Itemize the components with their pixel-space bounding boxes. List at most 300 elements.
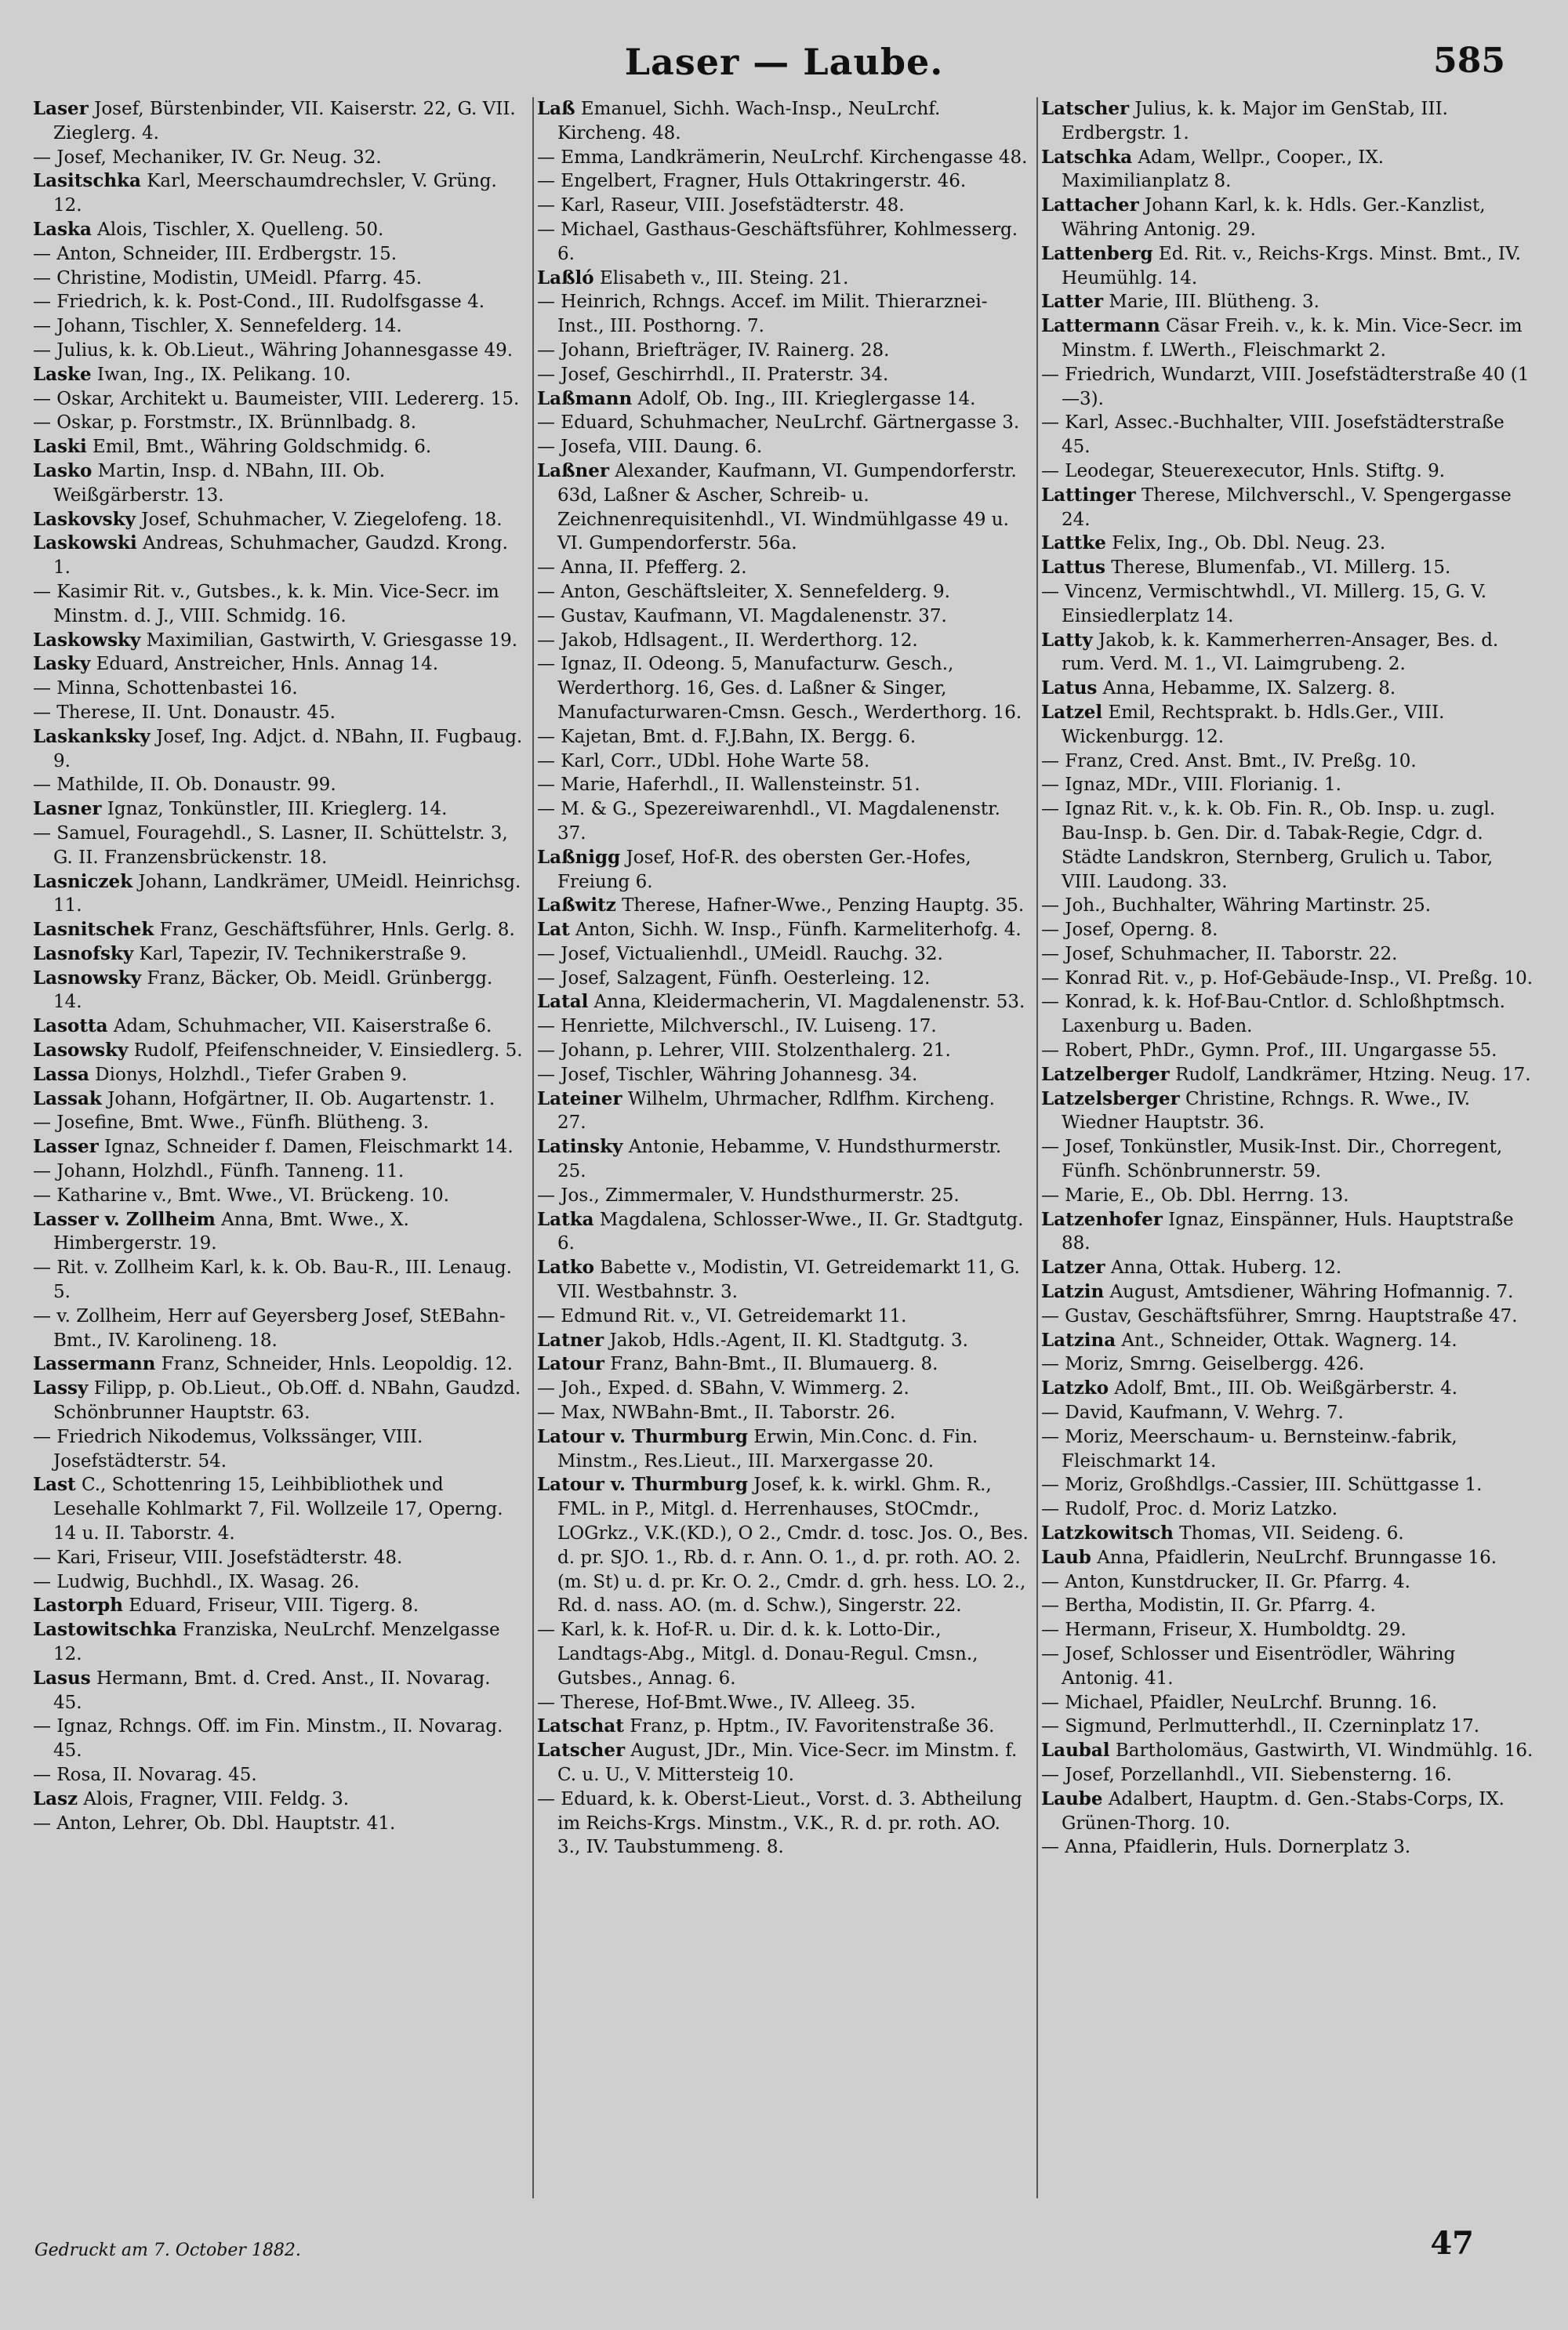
entry-details: — Leodegar, Steuerexecutor, Hnls. Stiftg. 9. (1041, 460, 1446, 481)
entry-details: — Eduard, Schuhmacher, NeuLrchf. Gärtnergasse 3. (537, 412, 1020, 434)
directory-entry (33, 411, 524, 435)
directory-entry (1041, 1280, 1534, 1305)
directory-entry (537, 1473, 1029, 1618)
entry-details: Babette v., Modistin, VI. Getreidemarkt 11, G. VII. Westbahnstr. 3. (557, 1258, 1020, 1303)
entry-details: Cäsar Freih. v., k. k. Min. Vice-Secr. im Minstm. f. LWerth., Fleischmarkt 2. (1062, 316, 1523, 361)
directory-entry (537, 1305, 1029, 1329)
directory-entry (1041, 1473, 1534, 1497)
entry-surname: Laskovsky (33, 508, 136, 530)
directory-entry (33, 1063, 524, 1087)
entry-surname: Laskowsky (33, 629, 141, 651)
entry-details: — Julius, k. k. Ob.Lieut., Währing Johannesgasse 49. (33, 339, 514, 361)
directory-entry (1041, 701, 1534, 749)
entry-surname: Lattenberg (1041, 242, 1153, 264)
entry-details: — Johann, Tischler, X. Sennefelderg. 14. (33, 316, 402, 337)
entry-details: August, JDr., Min. Vice-Secr. im Minstm. f. C. u. U., V. Mittersteig 10. (557, 1740, 1018, 1785)
directory-entry (1041, 629, 1534, 677)
entry-details: — Joh., Exped. d. SBahn, V. Wimmerg. 2. (537, 1378, 909, 1399)
directory-entry (1041, 1305, 1534, 1329)
directory-entry (33, 580, 524, 629)
directory-entry (33, 652, 524, 677)
entry-surname: Lasnitschek (33, 919, 154, 941)
entry-surname: Laska (33, 218, 92, 240)
directory-entry (1041, 1594, 1534, 1618)
entry-details: Wilhelm, Uhrmacher, Rdlfhm. Kircheng. 27. (557, 1088, 995, 1134)
directory-entry (33, 1812, 524, 1836)
entry-details: — Josef, Tonkünstler, Musik-Inst. Dir., Chorregent, Fünfh. Schönbrunnerstr. 59. (1041, 1137, 1503, 1182)
directory-entry (537, 290, 1029, 339)
directory-entry (1041, 242, 1534, 291)
directory-entry (537, 1715, 1029, 1739)
entry-details: Anna, Hebamme, IX. Salzerg. 8. (1097, 678, 1396, 699)
directory-entry (1041, 532, 1534, 556)
entry-surname: Laub (1041, 1546, 1091, 1568)
entry-details: — Josefa, VIII. Daung. 6. (537, 437, 763, 458)
directory-entry (33, 1787, 524, 1812)
directory-entry (537, 146, 1029, 170)
entry-details: — Anna, Pfaidlerin, Huls. Dornerplatz 3. (1041, 1837, 1411, 1858)
entry-surname: Lassermann (33, 1353, 156, 1375)
entry-details: — Henriette, Milchverschl., IV. Luiseng. 17. (537, 1016, 937, 1037)
entry-details: Anton, Sichh. W. Insp., Fünfh. Karmeliterhofg. 4. (569, 920, 1022, 941)
entry-details: — Bertha, Modistin, II. Gr. Pfarrg. 4. (1041, 1595, 1376, 1617)
directory-entry (1041, 990, 1534, 1039)
directory-entry (537, 773, 1029, 797)
entry-surname: Lattke (1041, 532, 1106, 554)
directory-entry (537, 1401, 1029, 1425)
directory-entry (1041, 1063, 1534, 1087)
entry-details: Ant., Schneider, Ottak. Wagnerg. 14. (1116, 1330, 1457, 1351)
entry-surname: Lasnowsky (33, 967, 142, 989)
entry-surname: Latzelsberger (1041, 1087, 1180, 1109)
entry-details: Adolf, Ob. Ing., III. Krieglergasse 14. (632, 388, 976, 409)
directory-entry (1041, 1618, 1534, 1642)
entry-details: — Konrad Rit. v., p. Hof-Gebäude-Insp., VI. Preßg. 10. (1041, 967, 1534, 989)
directory-entry (33, 725, 524, 774)
entry-details: Franz, Bahn-Bmt., II. Blumauerg. 8. (604, 1354, 938, 1375)
directory-entry (33, 1618, 524, 1667)
directory-entry (33, 267, 524, 291)
entry-details: — Moriz, Großhdlgs.-Cassier, III. Schüttgasse 1. (1041, 1475, 1483, 1496)
directory-entry (537, 1739, 1029, 1787)
entry-details: Adam, Wellpr., Cooper., IX. Maximilianplatz 8. (1062, 147, 1385, 192)
entry-details: Erwin, Min.Conc. d. Fin. Minstm., Res.Lieut., III. Marxergasse 20. (557, 1426, 978, 1472)
directory-entry (537, 749, 1029, 774)
entry-details: Josef, k. k. wirkl. Ghm. R., FML. in P., Mitgl. d. Herrenhauses, StOCmdr., LOGrkz., V.K.(KD.), O 2., Cmdr. d. tosc. Jos. O., Bes. d. pr. SJO. 1., Rb. d. r. Ann. O. 1., d. pr. roth. AO. 2. (m. St) u. d. pr. Kr. O. 2., Cmdr. d. grh. hess. LO. 2., Rd. d. nass. AO. (m. d. Schw.), Singerstr. 22. (557, 1475, 1029, 1617)
entry-details: — Gustav, Geschäftsführer, Smrng. Hauptstraße 47. (1041, 1305, 1518, 1327)
entry-surname: Latzina (1041, 1329, 1116, 1351)
directory-entry (1041, 749, 1534, 774)
entry-surname: Lassy (33, 1377, 89, 1399)
entry-details: Therese, Hafner-Wwe., Penzing Hauptg. 35. (615, 895, 1025, 916)
entry-surname: Latscher (537, 1740, 626, 1762)
directory-entry (33, 1039, 524, 1063)
entry-details: Jakob, k. k. Kammerherren-Ansager, Bes. d. rum. Verd. M. 1., VI. Laimgrubeng. 2. (1062, 630, 1499, 675)
directory-entry (1041, 1425, 1534, 1474)
directory-entry (33, 1208, 524, 1257)
directory-entry (33, 1352, 524, 1377)
entry-details: Elisabeth v., III. Steing. 21. (593, 267, 849, 289)
directory-entry (33, 1377, 524, 1425)
directory-entry (1041, 556, 1534, 580)
directory-entry (537, 556, 1029, 580)
directory-entry (537, 435, 1029, 459)
directory-entry (1041, 290, 1534, 314)
entry-surname: Laßló (537, 267, 594, 289)
entry-details: — Friedrich, Wundarzt, VIII. Josefstädterstraße 40 (1—3). (1041, 364, 1530, 409)
entry-details: Hermann, Bmt. d. Cred. Anst., II. Novarag. 45. (53, 1668, 491, 1713)
entry-surname: Lasowsky (33, 1040, 129, 1062)
directory-entry (1041, 1352, 1534, 1377)
entry-details: Ed. Rit. v., Reichs-Krgs. Minst. Bmt., IV. Heumühlg. 14. (1062, 243, 1521, 289)
entry-surname: Latour (537, 1353, 604, 1375)
directory-entry (33, 1570, 524, 1595)
entry-surname: Lastorph (33, 1595, 123, 1617)
entry-details: Thomas, VII. Seideng. 6. (1173, 1523, 1404, 1544)
entry-surname: Latner (537, 1329, 604, 1351)
entry-surname: Last (33, 1474, 76, 1496)
entry-details: — Ignaz Rit. v., k. k. Ob. Fin. R., Ob. Insp. u. zugl. Bau-Insp. b. Gen. Dir. d. Tabak-Regie, Cdgr. d. Städte Landskron, Sternberg, Grulich u. Tabor, VIII. Laudong. 33. (1041, 799, 1496, 892)
entry-details: Franz, Schneider, Hnls. Leopoldig. 12. (155, 1354, 513, 1375)
directory-entry (33, 508, 524, 532)
directory-entry (537, 459, 1029, 556)
directory-entry (33, 701, 524, 725)
entry-details: — Emma, Landkrämerin, NeuLrchf. Kirchengasse 48. (537, 147, 1028, 168)
directory-entry (33, 314, 524, 339)
entry-details: — Oskar, p. Forstmstr., IX. Brünnlbadg. 8. (33, 412, 417, 434)
entry-details: Antonie, Hebamme, V. Hundsthurmerstr. 25. (557, 1137, 1002, 1182)
directory-entry (33, 363, 524, 387)
directory-entry (33, 1184, 524, 1208)
entry-details: Anna, Ottak. Huberg. 12. (1105, 1258, 1342, 1279)
entry-details: — Oskar, Architekt u. Baumeister, VIII. Ledererg. 15. (33, 388, 520, 409)
entry-surname: Latscher (1041, 98, 1130, 119)
entry-surname: Laske (33, 363, 92, 385)
entry-details: Felix, Ing., Ob. Dbl. Neug. 23. (1105, 533, 1386, 554)
directory-entry (33, 218, 524, 242)
entry-details: C., Schottenring 15, Leihbibliothek und Lesehalle Kohlmarkt 7, Fil. Wollzeile 17, Operng. 14 u. II. Taborstr. 4. (53, 1475, 503, 1544)
entry-details: Rudolf, Pfeifenschneider, V. Einsiedlerg. 5. (128, 1040, 523, 1062)
entry-surname: Latus (1041, 677, 1098, 699)
entry-details: Anna, Kleidermacherin, VI. Magdalenenstr. 53. (588, 992, 1025, 1013)
entry-details: — Joh., Buchhalter, Währing Martinstr. 25. (1041, 895, 1432, 916)
directory-entry (537, 894, 1029, 918)
entry-details: Dionys, Holzhdl., Tiefer Graben 9. (89, 1064, 408, 1085)
entry-surname: Latschat (537, 1715, 624, 1737)
entry-details: Adalbert, Hauptm. d. Gen.-Stabs-Corps, IX. Grünen-Thorg. 10. (1062, 1788, 1504, 1834)
entry-details: Emil, Bmt., Währing Goldschmidg. 6. (86, 437, 432, 458)
entry-details: — v. Zollheim, Herr auf Geyersberg Josef, StEBahn-Bmt., IV. Karolineng. 18. (33, 1305, 506, 1351)
entry-details: — Katharine v., Bmt. Wwe., VI. Brückeng. 10. (33, 1185, 449, 1206)
entry-details: — Johann, Holzhdl., Fünfh. Tanneng. 11. (33, 1161, 405, 1182)
directory-entry (1041, 1135, 1534, 1184)
entry-details: Eduard, Friseur, VIII. Tigerg. 8. (122, 1595, 419, 1617)
entry-details: — Jakob, Hdlsagent., II. Werderthorg. 12. (537, 630, 918, 651)
directory-entry (537, 363, 1029, 387)
entry-surname: Latzin (1041, 1281, 1105, 1303)
directory-entry (33, 677, 524, 701)
directory-entry (537, 1618, 1029, 1690)
directory-entry (537, 1787, 1029, 1860)
entry-details: — Friedrich Nikodemus, Volkssänger, VIII. Josefstädterstr. 54. (33, 1426, 423, 1472)
directory-entry (1041, 967, 1534, 991)
entry-details: — Gustav, Kaufmann, VI. Magdalenenstr. 37. (537, 605, 947, 626)
entry-details: — Johann, Briefträger, IV. Rainerg. 28. (537, 339, 890, 361)
entry-surname: Lasus (33, 1667, 91, 1689)
directory-entry (1041, 1184, 1534, 1208)
entry-details: — Mathilde, II. Ob. Donaustr. 99. (33, 775, 336, 796)
entry-details: — Ludwig, Buchhdl., IX. Wasag. 26. (33, 1571, 360, 1592)
directory-entry (537, 97, 1029, 146)
entry-surname: Laßwitz (537, 895, 616, 916)
directory-entry (33, 169, 524, 218)
directory-entry (537, 1329, 1029, 1353)
entry-details: — Christine, Modistin, UMeidl. Pfarrg. 45. (33, 267, 423, 289)
entry-details: Bartholomäus, Gastwirth, VI. Windmühlg. 16. (1109, 1740, 1534, 1762)
entry-details: — Anton, Lehrer, Ob. Dbl. Hauptstr. 41. (33, 1813, 396, 1834)
entry-details: — Karl, Raseur, VIII. Josefstädterstr. 48. (537, 195, 905, 216)
directory-entry (33, 1546, 524, 1570)
entry-details: — Josef, Salzagent, Fünfh. Oesterleing. 12. (537, 967, 931, 989)
directory-entry (537, 387, 1029, 412)
directory-entry (537, 1014, 1029, 1039)
entry-surname: Lasotta (33, 1015, 108, 1037)
directory-entry (1041, 580, 1534, 629)
directory-entry (537, 629, 1029, 653)
entry-details: Adolf, Bmt., III. Ob. Weißgärberstr. 4. (1109, 1378, 1458, 1399)
running-head: Laser — Laube. (624, 41, 944, 83)
directory-entry (537, 580, 1029, 604)
entry-details: — Anton, Kunstdrucker, II. Gr. Pfarrg. 4. (1041, 1571, 1410, 1592)
entry-details: — Therese, Hof-Bmt.Wwe., IV. Alleeg. 35. (537, 1692, 916, 1713)
entry-surname: Laßnigg (537, 846, 621, 868)
directory-entry (1041, 1642, 1534, 1691)
entry-details: Karl, Meerschaumdrechsler, V. Grüng. 12. (53, 171, 497, 216)
entry-surname: Laubal (1041, 1740, 1110, 1762)
entry-details: — Josef, Geschirrhdl., II. Praterstr. 34. (537, 364, 889, 385)
entry-details: — Max, NWBahn-Bmt., II. Taborstr. 26. (537, 1403, 896, 1424)
entry-details: Franz, p. Hptm., IV. Favoritenstraße 36. (623, 1716, 995, 1737)
entry-details: Ignaz, Einspänner, Huls. Hauptstraße 88. (1062, 1209, 1514, 1254)
entry-details: — Michael, Gasthaus-Geschäftsführer, Kohlmesserg. 6. (537, 219, 1018, 264)
directory-entry (33, 242, 524, 267)
entry-details: — Moriz, Smrng. Geiselbergg. 426. (1041, 1354, 1365, 1375)
entry-surname: Laski (33, 436, 87, 458)
directory-entry (537, 1352, 1029, 1377)
entry-surname: Latour v. Thurmburg (537, 1474, 748, 1496)
entry-details: Josef, Ing. Adjct. d. NBahn, II. Fugbaug. 9. (53, 726, 523, 771)
entry-details: Rudolf, Landkrämer, Htzing. Neug. 17. (1169, 1064, 1531, 1085)
entry-details: Alois, Fragner, VIII. Feldg. 3. (78, 1788, 350, 1809)
entry-details: Franz, Bäcker, Ob. Meidl. Grünbergg. 14. (53, 967, 493, 1013)
entry-details: Johann, Hofgärtner, II. Ob. Augartenstr. 1. (101, 1088, 495, 1109)
directory-entry (33, 1160, 524, 1184)
column-middle (534, 97, 1038, 2198)
directory-entry (537, 942, 1029, 967)
entry-details: — Kajetan, Bmt. d. F.J.Bahn, IX. Bergg. 6. (537, 726, 916, 747)
directory-entry (33, 629, 524, 653)
entry-surname: Lattermann (1041, 315, 1160, 337)
directory-entry (1041, 1497, 1534, 1522)
entry-surname: Latschka (1041, 146, 1133, 168)
entry-surname: Lassak (33, 1087, 102, 1109)
entry-details: — Eduard, k. k. Oberst-Lieut., Vorst. d. 3. Abtheilung im Reichs-Krgs. Minstm., V.K., R. d. pr. roth. AO. 3., IV. Taubstummeng. 8. (537, 1788, 1022, 1858)
entry-surname: Lasz (33, 1787, 78, 1809)
directory-entry (33, 1135, 524, 1160)
entry-details: Marie, III. Blütheng. 3. (1103, 292, 1319, 313)
entry-surname: Laskowski (33, 532, 137, 554)
directory-entry (33, 1715, 524, 1763)
entry-surname: Lasniczek (33, 870, 133, 892)
entry-details: — Kasimir Rit. v., Gutsbes., k. k. Min. Vice-Secr. im Minstm. d. J., VIII. Schmidg. 16. (33, 581, 499, 626)
directory-entry (1041, 194, 1534, 242)
directory-entry (537, 411, 1029, 435)
directory-entry (33, 1763, 524, 1787)
directory-entry (1041, 1835, 1534, 1860)
entry-surname: Latzko (1041, 1377, 1109, 1399)
entry-details: — Friedrich, k. k. Post-Cond., III. Rudolfsgasse 4. (33, 292, 485, 313)
entry-details: — Johann, p. Lehrer, VIII. Stolzenthalerg. 21. (537, 1040, 951, 1062)
directory-entry (33, 146, 524, 170)
entry-surname: Lassa (33, 1063, 89, 1085)
directory-entry (33, 1305, 524, 1353)
entry-surname: Lasitschka (33, 170, 141, 192)
entry-details: — Moriz, Meerschaum- u. Bernsteinw.-fabrik, Fleischmarkt 14. (1041, 1426, 1457, 1472)
entry-details: Ignaz, Tonkünstler, III. Krieglerg. 14. (101, 799, 448, 820)
directory-entry (33, 1256, 524, 1305)
entry-details: Johann Karl, k. k. Hdls. Ger.-Kanzlist, Währing Antonig. 29. (1062, 195, 1486, 240)
entry-details: — Josef, Mechaniker, IV. Gr. Neug. 32. (33, 147, 382, 168)
entry-details: — Ignaz, Rchngs. Off. im Fin. Minstm., II. Novarag. 45. (33, 1716, 503, 1762)
entry-surname: Latinsky (537, 1136, 623, 1158)
directory-entry (537, 194, 1029, 218)
directory-entry (33, 387, 524, 412)
directory-entry (1041, 97, 1534, 146)
entry-details: — David, Kaufmann, V. Wehrg. 7. (1041, 1403, 1344, 1424)
directory-entry (33, 1473, 524, 1545)
directory-entry (1041, 1377, 1534, 1401)
entry-details: Emil, Rechtsprakt. b. Hdls.Ger., VIII. Wickenburgg. 12. (1062, 702, 1445, 747)
entry-details: Therese, Blumenfab., VI. Millerg. 15. (1105, 557, 1451, 579)
entry-details: — Rosa, II. Novarag. 45. (33, 1764, 257, 1785)
entry-surname: Laskanksky (33, 725, 151, 747)
entry-details: — Konrad, k. k. Hof-Bau-Cntlor. d. Schloßhptmsch. Laxenburg u. Baden. (1041, 992, 1505, 1037)
entry-details: — M. & G., Spezereiwarenhdl., VI. Magdalenenstr. 37. (537, 799, 1000, 844)
directory-entry (1041, 1715, 1534, 1739)
entry-surname: Latal (537, 991, 589, 1013)
directory-entry (33, 97, 524, 146)
directory-entry (1041, 484, 1534, 532)
entry-details: Anna, Pfaidlerin, NeuLrchf. Brunngasse 16. (1091, 1547, 1497, 1568)
entry-details: Alois, Tischler, X. Quelleng. 50. (91, 219, 384, 240)
entry-details: Franziska, NeuLrchf. Menzelgasse 12. (53, 1620, 500, 1664)
directory-entry (537, 604, 1029, 629)
entry-details: — Minna, Schottenbastei 16. (33, 678, 298, 699)
entry-details: Karl, Tapezir, IV. Technikerstraße 9. (133, 943, 467, 964)
directory-entry (1041, 677, 1534, 701)
directory-entry (537, 652, 1029, 724)
entry-details: — Marie, E., Ob. Dbl. Herrng. 13. (1041, 1185, 1349, 1206)
directory-entry (1041, 459, 1534, 484)
entry-details: — Anton, Schneider, III. Erdbergstr. 15. (33, 243, 397, 264)
directory-entry (1041, 1570, 1534, 1595)
entry-surname: Laßmann (537, 387, 633, 409)
directory-entry (1041, 797, 1534, 894)
entry-details: — Vincenz, Vermischtwhdl., VI. Millerg. 15, G. V. Einsiedlerplatz 14. (1041, 581, 1487, 626)
directory-entry (537, 1256, 1029, 1305)
directory-entry (537, 339, 1029, 363)
entry-details: — Edmund Rit. v., VI. Getreidemarkt 11. (537, 1305, 907, 1327)
entry-details: — Kari, Friseur, VIII. Josefstädterstr. 48. (33, 1547, 403, 1568)
entry-details: Anna, Bmt. Wwe., X. Himbergerstr. 19. (53, 1209, 409, 1254)
entry-surname: Lateiner (537, 1087, 622, 1109)
directory-entry (33, 1111, 524, 1135)
entry-details: Emanuel, Sichh. Wach-Insp., NeuLrchf. Kircheng. 48. (557, 99, 941, 143)
directory-entry (1041, 1329, 1534, 1353)
entry-details: — Sigmund, Perlmutterhdl., II. Czerninplatz 17. (1041, 1716, 1480, 1737)
entry-details: — Rudolf, Proc. d. Moriz Latzko. (1041, 1499, 1338, 1520)
directory-entry (537, 1184, 1029, 1208)
entry-details: Alexander, Kaufmann, VI. Gumpendorferstr. 63d, Laßner & Ascher, Schreib- u. Zeichnenrequisitenhdl., VI. Windmühlgasse 49 u. VI. Gumpendorferstr. 56a. (557, 460, 1017, 554)
directory-entry (1041, 1739, 1534, 1763)
entry-details: Andreas, Schuhmacher, Gaudzd. Krong. 1. (53, 533, 508, 579)
entry-surname: Latour v. Thurmburg (537, 1425, 748, 1447)
directory-entry (537, 1691, 1029, 1715)
entry-surname: Latzer (1041, 1257, 1105, 1279)
directory-entry (33, 918, 524, 942)
directory-entry (33, 532, 524, 580)
entry-details: Ignaz, Schneider f. Damen, Fleischmarkt 14. (98, 1137, 514, 1158)
directory-entry (1041, 894, 1534, 918)
directory-entry (1041, 1401, 1534, 1425)
directory-entry (33, 967, 524, 1015)
entry-details: — Ignaz, II. Odeong. 5, Manufacturw. Gesch., Werderthorg. 16, Ges. d. Laßner & Singer, Manufacturwaren-Cmsn. Gesch., Werderthorg. 16. (537, 654, 1022, 723)
entry-details: — Ignaz, MDr., VIII. Florianig. 1. (1041, 775, 1341, 796)
entry-details: — Josef, Victualienhdl., UMeidl. Rauchg. 32. (537, 943, 943, 964)
directory-entry (1041, 1546, 1534, 1570)
entry-details: — Franz, Cred. Anst. Bmt., IV. Preßg. 10. (1041, 750, 1417, 771)
entry-details: — Josef, Schuhmacher, II. Taborstr. 22. (1041, 943, 1398, 964)
entry-details: Julius, k. k. Major im GenStab, III. Erdbergstr. 1. (1062, 99, 1448, 143)
directory-entry (537, 967, 1029, 991)
directory-entry (1041, 1787, 1534, 1836)
column-left (30, 97, 534, 2198)
entry-surname: Latter (1041, 291, 1104, 313)
entry-details: Josef, Schuhmacher, V. Ziegelofeng. 18. (135, 509, 503, 530)
directory-entry (537, 1039, 1029, 1063)
entry-surname: Latty (1041, 629, 1093, 651)
entry-details: — Therese, II. Unt. Donaustr. 45. (33, 702, 336, 723)
entry-surname: Laser (33, 98, 89, 119)
entry-details: — Engelbert, Fragner, Huls Ottakringerstr. 46. (537, 171, 967, 192)
directory-entry (537, 846, 1029, 895)
entry-details: Jakob, Hdls.-Agent, II. Kl. Stadtgutg. 3. (604, 1330, 968, 1351)
entry-details: Magdalena, Schlosser-Wwe., II. Gr. Stadtgutg. 6. (557, 1209, 1024, 1254)
entry-details: Josef, Hof-R. des obersten Ger.-Hofes, Freiung 6. (557, 847, 971, 892)
entry-details: Therese, Milchverschl., V. Spengergasse 24. (1062, 485, 1512, 530)
entry-details: — Heinrich, Rchngs. Accef. im Milit. Thierarznei-Inst., III. Posthorng. 7. (537, 292, 988, 337)
entry-details: Iwan, Ing., IX. Pelikang. 10. (91, 364, 351, 385)
directory-entry (33, 290, 524, 314)
entry-details: — Hermann, Friseur, X. Humboldtg. 29. (1041, 1620, 1406, 1641)
directory-entry (537, 1135, 1029, 1184)
directory-entry (1041, 942, 1534, 967)
directory-entry (537, 1425, 1029, 1474)
directory-entry (33, 1667, 524, 1715)
entry-surname: Lasky (33, 653, 91, 675)
entry-details: Adam, Schuhmacher, VII. Kaiserstraße 6. (107, 1016, 492, 1037)
entry-surname: Latzel (1041, 701, 1103, 723)
